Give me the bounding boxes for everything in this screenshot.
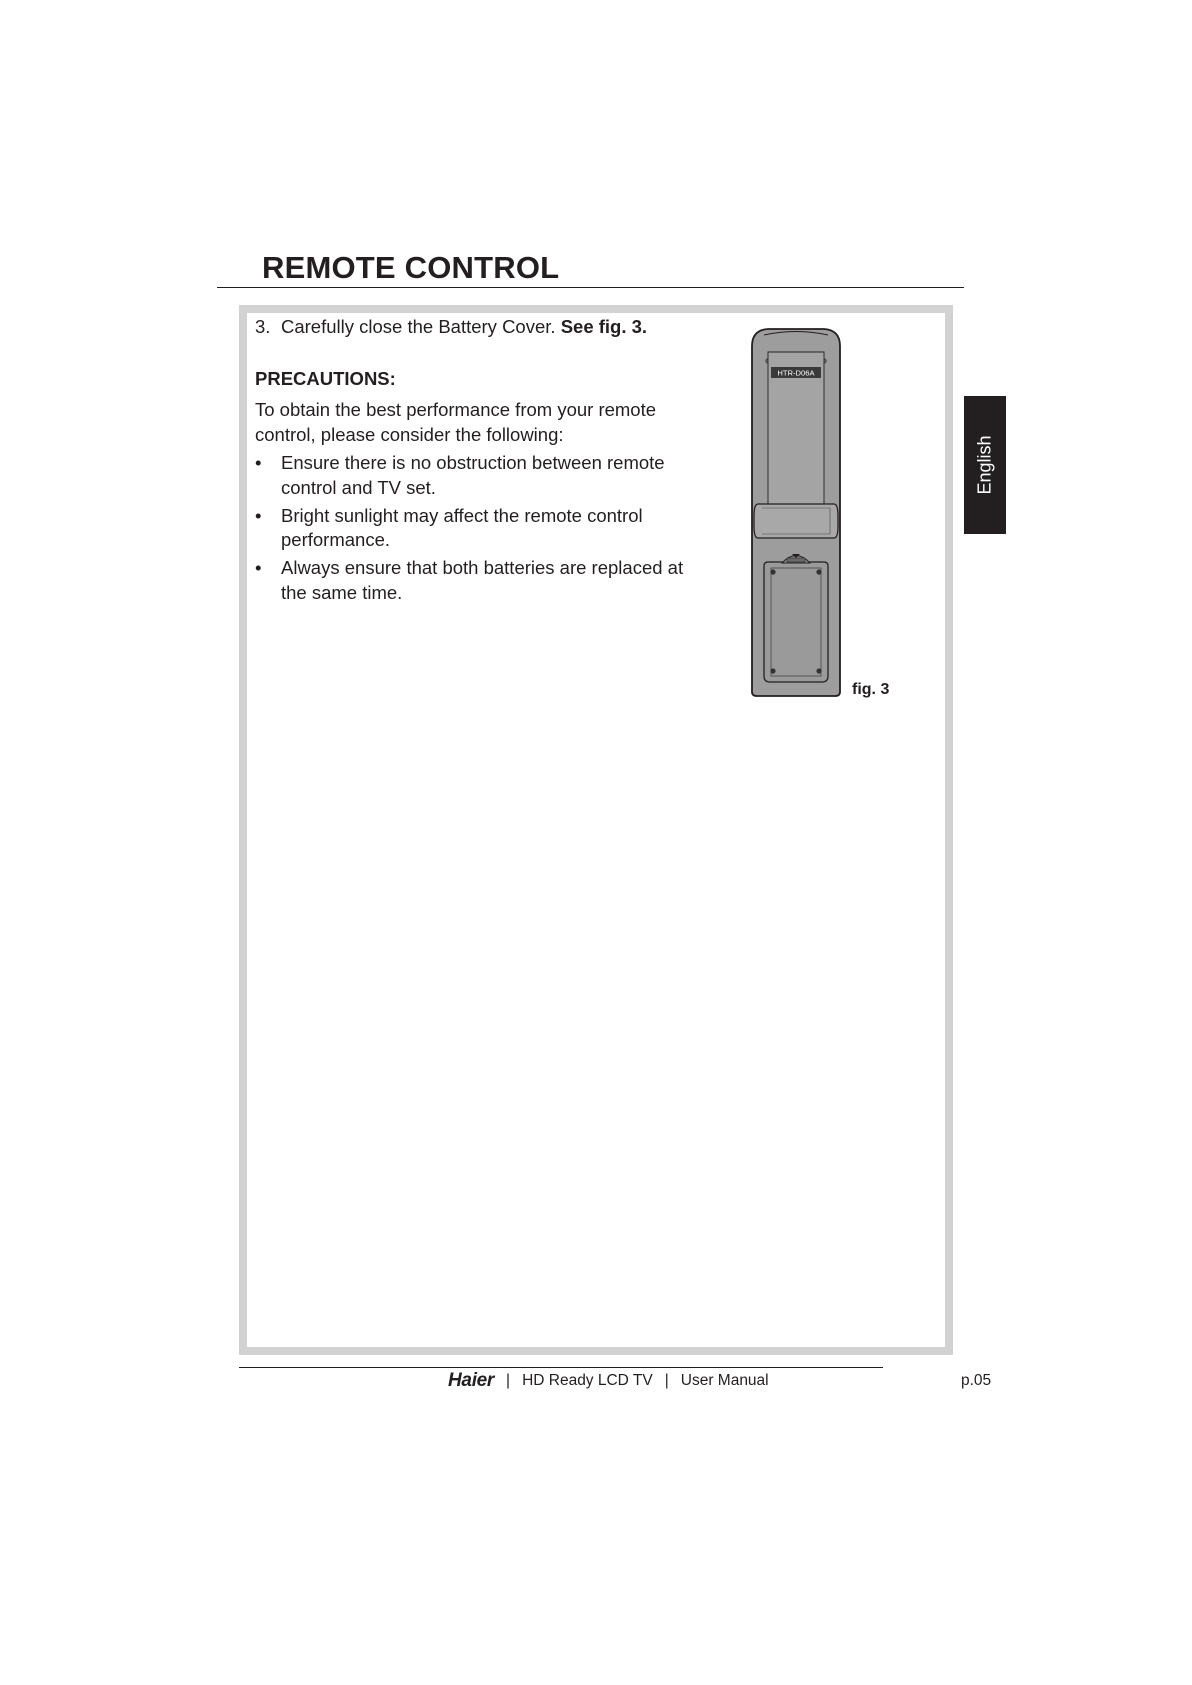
precautions-heading: PRECAUTIONS: bbox=[255, 368, 396, 389]
step-text: Carefully close the Battery Cover. bbox=[281, 316, 556, 337]
step-3 bbox=[255, 316, 647, 338]
footer-divider bbox=[239, 1367, 883, 1368]
list-item-text: Bright sunlight may affect the remote control performance. bbox=[281, 504, 643, 550]
remote-control-back-illustration bbox=[746, 326, 846, 698]
language-tab-label: English bbox=[974, 435, 995, 495]
list-item bbox=[255, 451, 695, 500]
brand-logo: Haier bbox=[448, 1370, 495, 1391]
language-tab bbox=[964, 396, 1006, 534]
footer-separator: | bbox=[506, 1372, 511, 1389]
footer bbox=[448, 1370, 781, 1392]
bullet-icon: • bbox=[255, 452, 262, 473]
step-figure-ref: See fig. 3. bbox=[560, 316, 648, 337]
page-number: p.05 bbox=[961, 1372, 992, 1389]
title-divider bbox=[217, 287, 964, 288]
precautions-intro: To obtain the best performance from your remote control, please consider the following: bbox=[255, 399, 657, 445]
bullet-icon: • bbox=[255, 557, 262, 578]
section-title: REMOTE CONTROL bbox=[262, 250, 560, 285]
list-item bbox=[255, 556, 695, 605]
footer-separator: | bbox=[664, 1372, 669, 1389]
precautions-list bbox=[255, 451, 695, 609]
footer-product: HD Ready LCD TV bbox=[522, 1372, 653, 1389]
list-item bbox=[255, 504, 695, 553]
footer-doc-title: User Manual bbox=[680, 1372, 769, 1389]
list-item-text: Always ensure that both batteries are replaced at the same time. bbox=[281, 557, 684, 603]
bullet-icon: • bbox=[255, 504, 262, 526]
figure-caption: fig. 3 bbox=[852, 681, 890, 698]
model-label: HTR-D06A bbox=[777, 368, 815, 378]
step-number: 3. bbox=[255, 316, 271, 337]
list-item-text: Ensure there is no obstruction between remote control and TV set. bbox=[281, 452, 665, 498]
